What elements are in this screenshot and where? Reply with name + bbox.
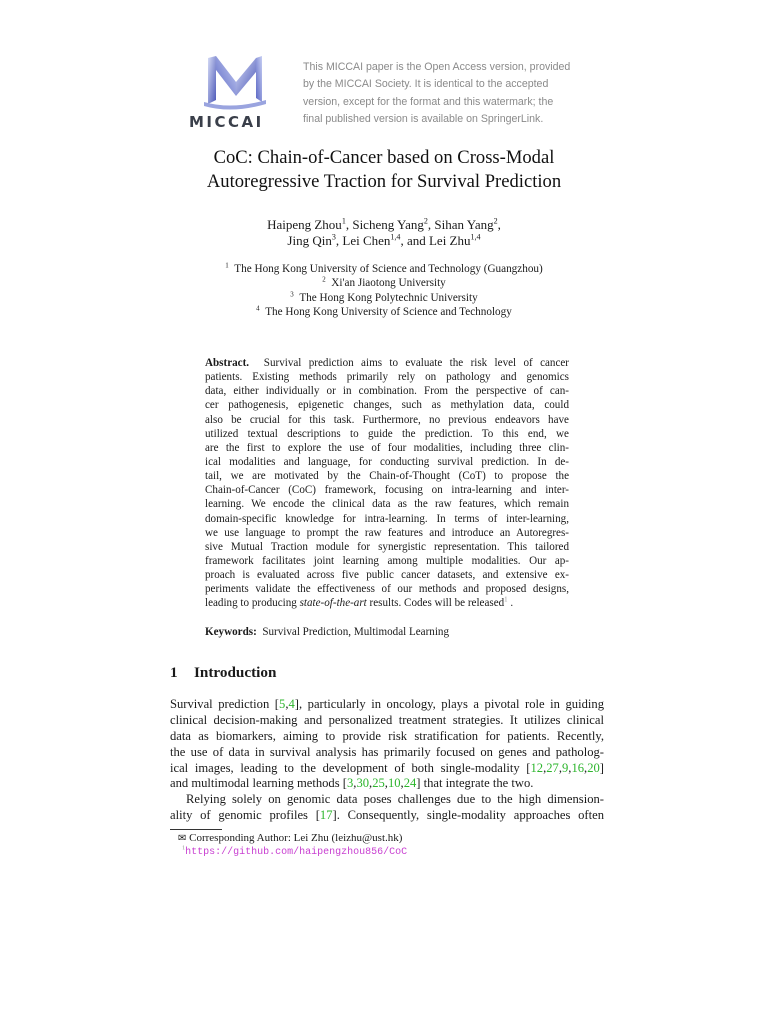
abstract-line: patients. Existing methods primarily rely on pathology and genomics (205, 371, 569, 384)
author-sep: , (335, 233, 343, 248)
citation-link[interactable]: 25 (372, 776, 385, 791)
keywords (205, 625, 569, 639)
citation-link[interactable]: 17 (319, 808, 333, 823)
open-access-notice (303, 59, 593, 129)
abstract-emphasis: state-of-the-art (299, 597, 367, 610)
citation-link[interactable]: 20 (587, 760, 600, 775)
introduction-line (170, 713, 604, 729)
affiliation (0, 262, 768, 276)
citation-link[interactable]: 30 (356, 776, 370, 791)
citation-link[interactable]: 5 (279, 697, 286, 711)
author-sep: , (427, 217, 435, 232)
title-line: CoC: Chain-of-Cancer based on Cross-Modal (213, 147, 555, 168)
author-name: Haipeng Zhou (267, 217, 342, 232)
introduction-text: ], particularly in oncology, plays a pivotal role in guiding (294, 697, 604, 711)
abstract-text: leading to producing (205, 597, 300, 610)
introduction-text: , (558, 760, 562, 775)
author-name: Lei Zhu (428, 233, 471, 248)
affiliation-list (0, 262, 768, 320)
footnote-code-url (182, 844, 408, 858)
abstract-line: we use language to prompt the raw features and introduce an Autoregres- (205, 526, 569, 539)
abstract-line: also be crucial for this task. Furthermore, no previous endeavors have (205, 413, 569, 426)
author-sep: , (497, 217, 501, 232)
section-title: Introduction (194, 664, 277, 681)
affiliation-number: 4 (256, 304, 260, 313)
citation-link[interactable]: 24 (403, 776, 417, 791)
citation-link[interactable]: 9 (562, 760, 569, 775)
abstract (205, 356, 569, 611)
author-affil-mark: 1 (341, 216, 346, 226)
introduction-text: , (353, 776, 357, 791)
affiliation (0, 291, 768, 305)
abstract-label: Abstract. (205, 357, 250, 369)
citation-link[interactable]: 27 (546, 760, 559, 775)
abstract-text: . (507, 597, 514, 610)
author-name: Jing Qin (287, 233, 332, 248)
introduction-text: Survival prediction [ (170, 697, 280, 711)
introduction-line (170, 808, 604, 824)
author-affil-mark: 3 (331, 232, 336, 242)
notice-line: version, except for the format and this watermark; the (303, 95, 554, 108)
affiliation-text: The Hong Kong Polytechnic University (299, 291, 478, 304)
author-list (0, 217, 768, 249)
affiliation-text: The Hong Kong University of Science and Technology (Guangzhou) (234, 263, 543, 275)
introduction-line (170, 761, 604, 777)
author-name: Sihan Yang (434, 217, 494, 232)
footnote-number: 1 (182, 844, 186, 852)
abstract-line: framework facilitates joint learning among multiple modalities. Our ap- (205, 554, 569, 567)
section-number: 1 (170, 664, 178, 681)
abstract-line: domain-specific knowledge for intra-learning. In terms of inter-learning, (205, 512, 569, 525)
abstract-line: ical modalities and language, for conducting survival prediction. In de- (205, 455, 569, 468)
introduction-line (170, 745, 604, 761)
corresponding-author-text: Corresponding Author: Lei Zhu (leizhu@ust.hk) (189, 832, 403, 844)
introduction-text: , (285, 697, 289, 711)
notice-line: This MICCAI paper is the Open Access version, provided (303, 61, 571, 73)
notice-line: by the MICCAI Society. It is identical to the accepted (303, 78, 549, 91)
envelope-icon: ✉ (178, 833, 187, 844)
abstract-line: data, either individually or in combination. From the perspective of can- (205, 385, 569, 398)
citation-link[interactable]: 12 (530, 760, 544, 775)
introduction-body (170, 697, 604, 824)
abstract-line: are the first to explore the use of four modalities, including three clin- (205, 441, 569, 454)
abstract-line (205, 356, 569, 370)
citation-link[interactable]: 4 (288, 697, 295, 711)
affiliation (0, 305, 768, 319)
abstract-line: proach is evaluated across five public cancer datasets, and extensive ex- (205, 569, 569, 582)
introduction-text: Relying solely on genomic data poses challenges due to the high dimension- (186, 792, 604, 807)
introduction-text: the use of data in survival analysis has primarily focused on genes and patholog- (170, 744, 604, 759)
affiliation-text: Xi'an Jiaotong University (331, 277, 446, 290)
author-sep: , (345, 217, 353, 232)
section-heading (170, 664, 276, 682)
author-line-2 (0, 233, 768, 249)
affiliation-number: 3 (290, 290, 294, 299)
abstract-line: Chain-of-Cancer (CoC) framework, focusing on intra-learning and inter- (205, 484, 569, 497)
introduction-line (170, 776, 604, 792)
abstract-line: learning. We encode the clinical data as the raw features, which remain (205, 498, 569, 511)
citation-link[interactable]: 3 (346, 776, 354, 791)
affiliation-number: 1 (225, 261, 229, 270)
introduction-text: , (369, 776, 373, 791)
keywords-label: Keywords: (205, 626, 257, 638)
affiliation-number: 2 (322, 275, 326, 284)
introduction-text: and multimodal learning methods [ (170, 776, 347, 791)
abstract-line: sive Mutual Traction module for synergistic representation. This tailored (205, 540, 569, 553)
introduction-line (170, 792, 604, 808)
author-line-1 (0, 217, 768, 233)
abstract-line: tail, we are motivated by the Chain-of-Thought (CoT) to propose the (205, 470, 569, 483)
notice-line: final published version is available on SpringerLink. (303, 113, 544, 126)
introduction-text: , (543, 760, 547, 775)
paper-title (0, 146, 768, 194)
introduction-text: ] (599, 760, 604, 775)
code-url-link[interactable]: https://github.com/haipengzhou856/CoC (185, 847, 408, 858)
abstract-text: results. Codes will be released (366, 597, 505, 610)
introduction-text: ] that integrate the two. (416, 776, 534, 791)
author-sep: , and (400, 233, 429, 248)
introduction-text: data as biomarkers, aiming to provide risk stratification for patients. Recently, (170, 728, 604, 743)
abstract-text: Survival prediction aims to evaluate the risk level of cancer (263, 357, 570, 369)
author-affil-mark: 1,4 (470, 232, 481, 242)
introduction-text: , (400, 776, 404, 791)
keywords-text: Survival Prediction, Multimodal Learning (262, 626, 450, 638)
abstract-line (205, 596, 569, 610)
author-affil-mark: 2 (493, 216, 498, 226)
introduction-line (170, 729, 604, 745)
footnote-marker[interactable]: 1 (504, 596, 508, 604)
footnote-rule (170, 829, 222, 830)
author-affil-mark: 2 (423, 216, 428, 226)
introduction-text: ]. Consequently, single-modality approaches often (332, 808, 604, 823)
introduction-text: ality of genomic profiles [ (170, 808, 320, 823)
introduction-text: clinical decision-making and personalized treatment strategies. It utilizes clinical (170, 712, 604, 727)
miccai-logo-text: MICCAI (189, 113, 264, 131)
introduction-text: , (568, 760, 572, 775)
footnote-corresponding (178, 832, 402, 844)
affiliation-text: The Hong Kong University of Science and Technology (265, 306, 512, 319)
title-line: Autoregressive Traction for Survival Prediction (206, 171, 562, 192)
affiliation (0, 276, 768, 290)
introduction-line (170, 697, 604, 713)
abstract-line: cer pathogenesis, epigenetic changes, such as methylation data, could (205, 399, 569, 412)
introduction-text: , (584, 760, 588, 775)
introduction-text: , (384, 776, 388, 791)
introduction-text: ical images, leading to the development of both single-modality [ (170, 760, 531, 775)
abstract-line: utilized textual descriptions to guide the prediction. To this end, we (205, 427, 569, 440)
author-affil-mark: 1,4 (390, 232, 401, 242)
abstract-line: periments validate the effectiveness of our methods and proposed designs, (205, 583, 569, 596)
citation-link[interactable]: 16 (571, 760, 585, 775)
citation-link[interactable]: 10 (387, 776, 401, 791)
author-name: Sicheng Yang (352, 217, 424, 232)
author-name: Lei Chen (342, 233, 391, 248)
